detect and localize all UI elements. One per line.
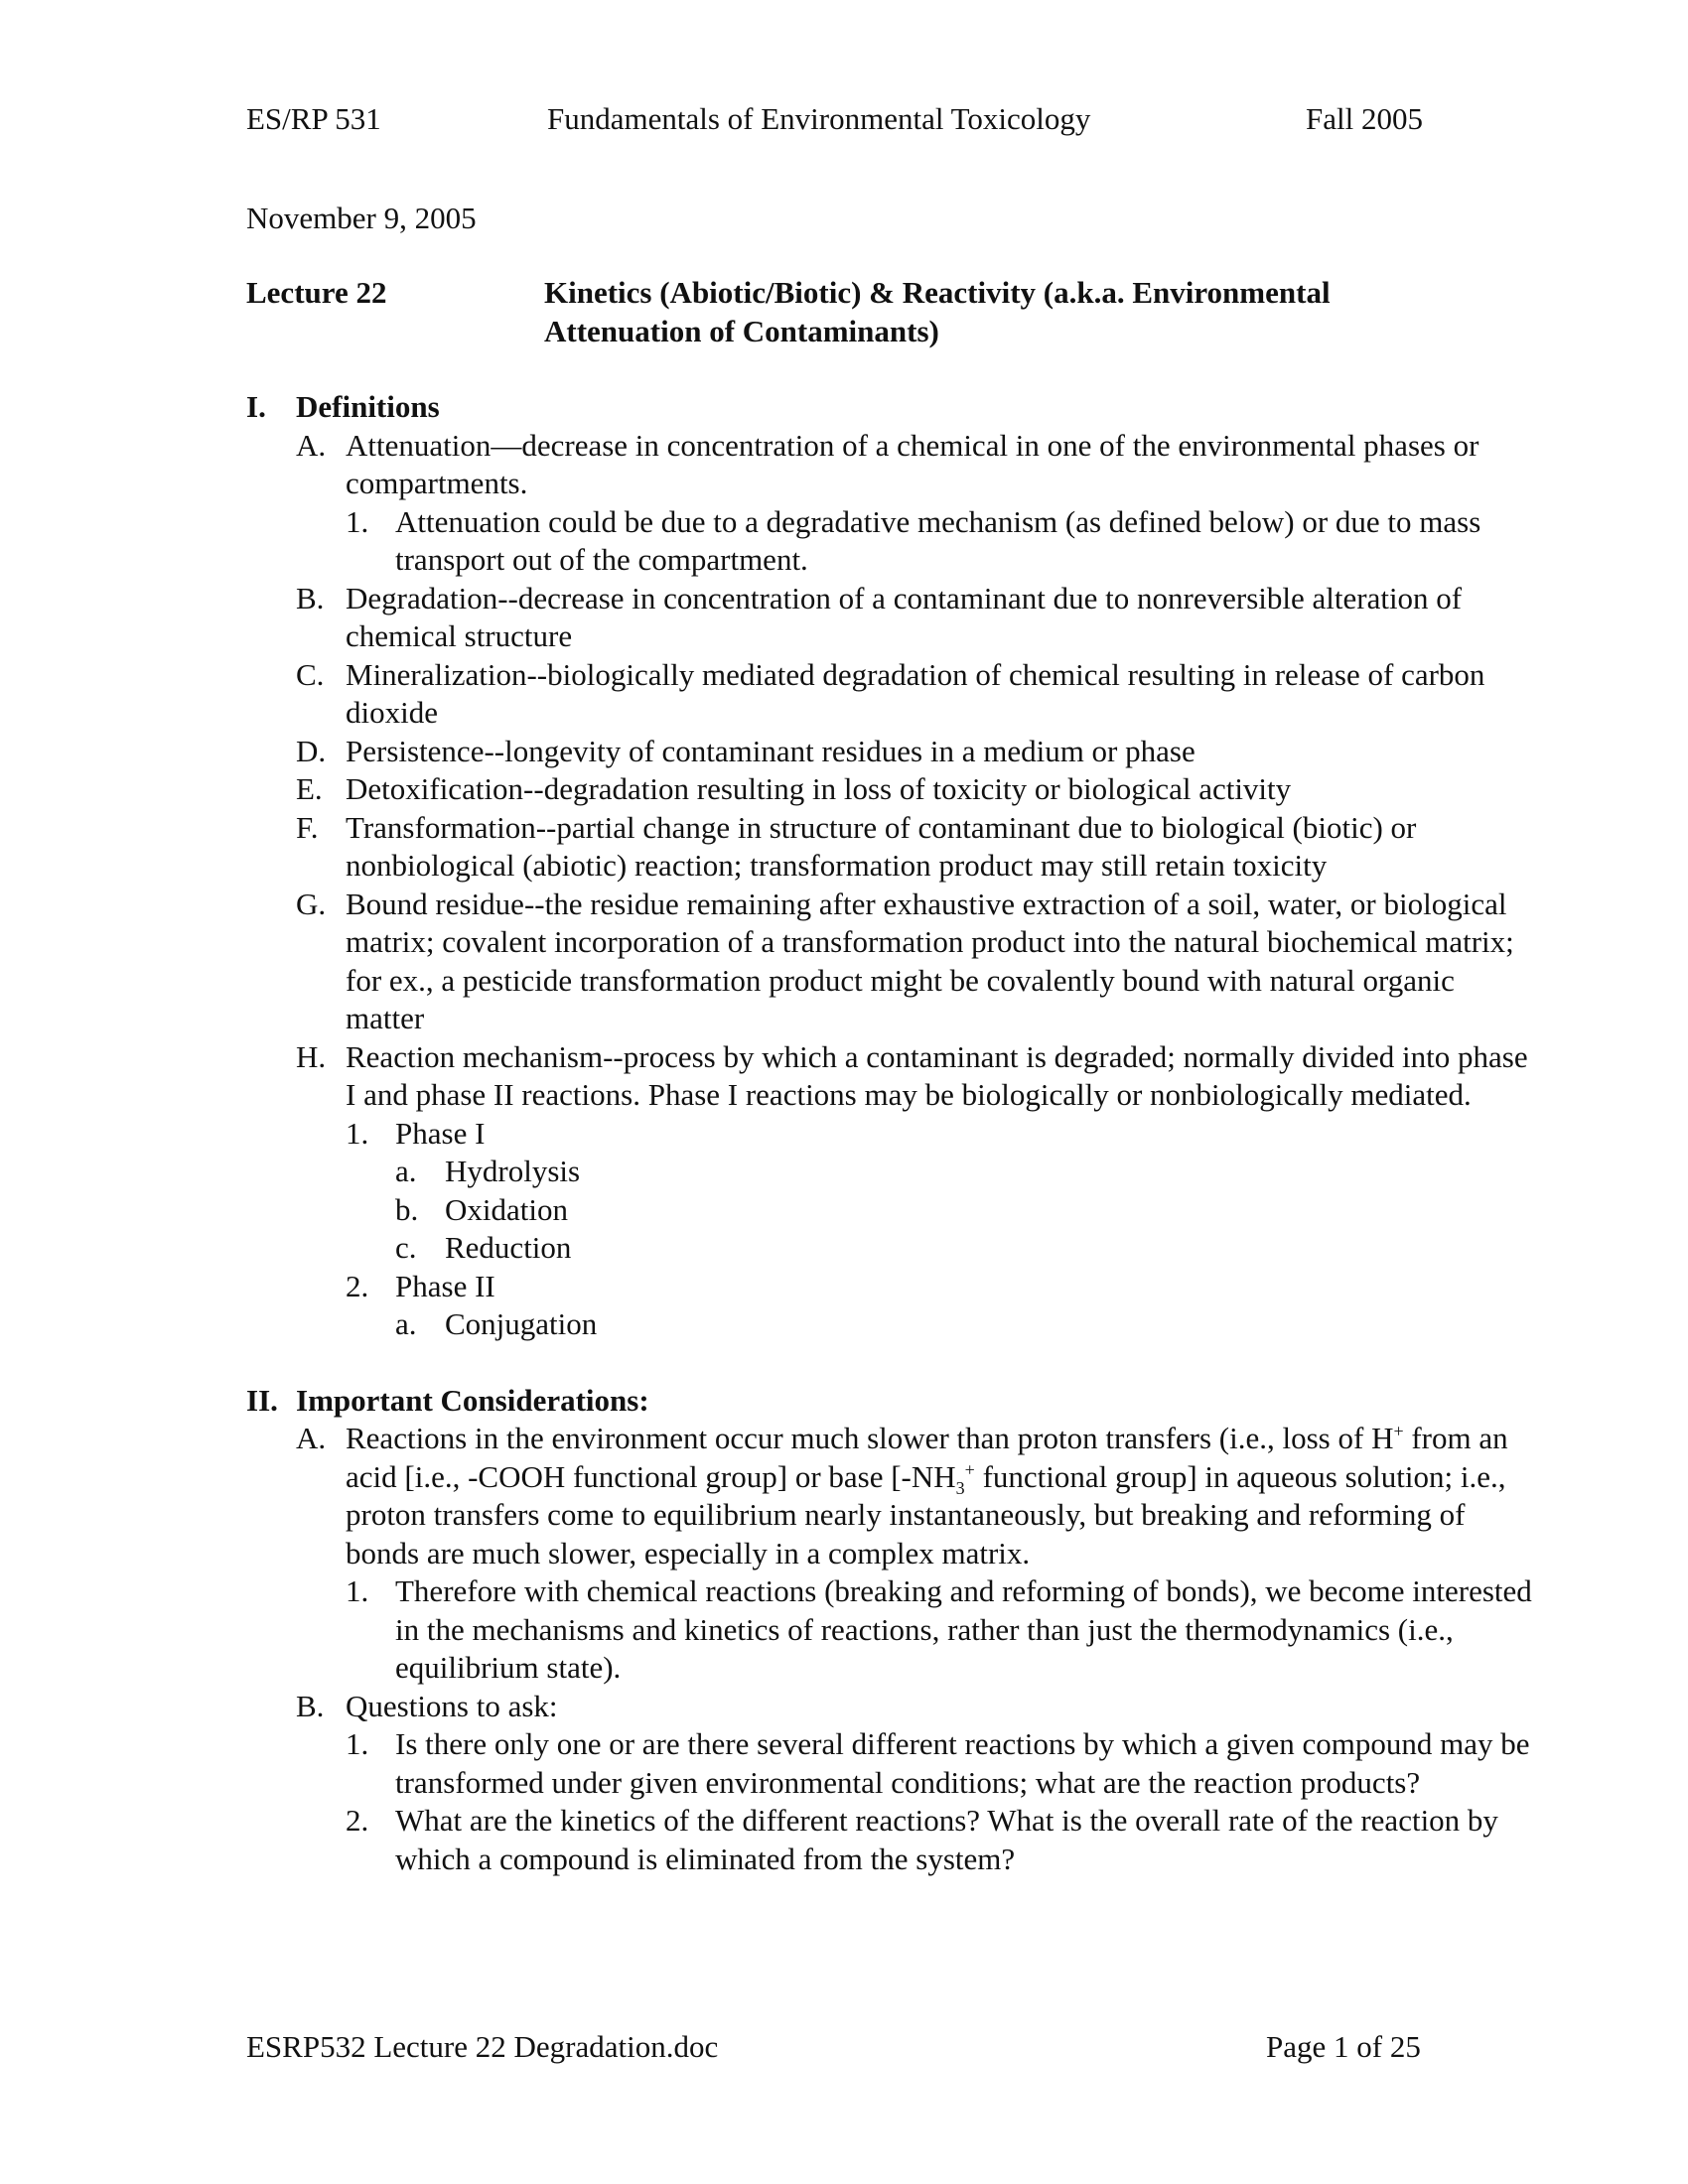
outline-item (246, 1191, 1537, 1230)
footer-page-number: Page 1 of 25 (1266, 2029, 1421, 2064)
superscript: + (1393, 1421, 1404, 1441)
outline-item-label: B. (296, 580, 325, 615)
outline-item (246, 503, 1537, 580)
section-number: II. (246, 1382, 278, 1418)
outline-item (246, 1725, 1537, 1802)
section-heading (246, 388, 1537, 427)
lecture-number: Lecture 22 (246, 275, 387, 310)
outline-item (246, 1572, 1537, 1688)
outline-item-text: Is there only one or are there several different reactions by which a given compound may be transformed under given environmental conditions; what are the reaction products? (395, 1726, 1530, 1800)
outline-item-text: Persistence--longevity of contaminant residues in a medium or phase (346, 733, 1196, 768)
outline-item (246, 1305, 1537, 1344)
outline-item-label: 1. (346, 1726, 369, 1761)
outline-item (246, 1038, 1537, 1115)
outline-item-text: Bound residue--the residue remaining after exhaustive extraction of a soil, water, or biological matrix; covalent incorporation of a transformation product into the natural biochemical matrix; for ex., a pesticide transformation product might be covalently bound with natural organic matter (346, 886, 1514, 1035)
outline-item-text: from an acid [i.e., -COOH functional group] or base [-NH (346, 1421, 1508, 1494)
header-term: Fall 2005 (1306, 101, 1423, 136)
outline-item-text: Detoxification--degradation resulting in loss of toxicity or biological activity (346, 771, 1292, 806)
outline-item-text: Phase I (395, 1115, 486, 1151)
outline-item-label: a. (395, 1154, 417, 1188)
section-title: Important Considerations: (296, 1382, 649, 1418)
outline-item-text: What are the kinetics of the different reactions? What is the overall rate of the reaction by which a compound is eliminated from the system? (395, 1803, 1498, 1876)
superscript: + (964, 1459, 975, 1480)
outline-item-text: Questions to ask: (346, 1688, 558, 1723)
outline-item-text: Phase II (395, 1268, 495, 1303)
outline-item (246, 1115, 1537, 1154)
header-title: Fundamentals of Environmental Toxicology (547, 101, 1091, 136)
outline-item-label: a. (395, 1306, 417, 1341)
section-title: Definitions (296, 389, 440, 424)
outline-item-label: 1. (346, 1573, 369, 1608)
lecture-title: Kinetics (Abiotic/Biotic) & Reactivity (a.k.a. Environmental Attenuation of Contaminants) (544, 275, 1331, 348)
outline-item (246, 1688, 1537, 1726)
section-items (246, 1420, 1537, 1878)
outline-item (246, 886, 1537, 1038)
outline-item-label: B. (296, 1688, 325, 1723)
outline-item-label: 2. (346, 1803, 369, 1838)
section-number: I. (246, 389, 266, 424)
outline-item-text: Hydrolysis (445, 1154, 581, 1188)
outline-item-label: G. (296, 886, 327, 921)
outline-item-text: functional group] in aqueous solution; i.e., proton transfers come to equilibrium nearly instantaneously, but breaking and reforming of bonds are much slower, especially in a complex matrix. (346, 1458, 1506, 1570)
outline-item-label: A. (296, 1421, 327, 1455)
outline-item (246, 1153, 1537, 1191)
outline-item-text: Oxidation (445, 1191, 568, 1227)
outline-item-label: A. (296, 427, 327, 463)
footer-filename: ESRP532 Lecture 22 Degradation.doc (246, 2029, 719, 2064)
outline-item (246, 656, 1537, 733)
subscript: 3 (955, 1477, 965, 1498)
outline-item (246, 809, 1537, 886)
outline-item-label: c. (395, 1230, 417, 1265)
outline-item-label: E. (296, 771, 323, 806)
section-heading (246, 1382, 1537, 1421)
outline-item-label: 1. (346, 1115, 369, 1151)
outline-item (246, 580, 1537, 656)
lecture-date: November 9, 2005 (246, 201, 477, 235)
outline-item-label: 2. (346, 1268, 369, 1303)
header-course: ES/RP 531 (246, 101, 381, 136)
outline-item-label: D. (296, 733, 327, 768)
outline-item-text: Reduction (445, 1230, 572, 1265)
outline-item-label: H. (296, 1038, 327, 1074)
outline-item (246, 1268, 1537, 1306)
section-spacer (246, 1344, 1537, 1382)
outline-item-text: Reactions in the environment occur much slower than proton transfers (i.e., loss of H (346, 1421, 1394, 1455)
outline-item (246, 1802, 1537, 1878)
outline-item (246, 427, 1537, 503)
outline (246, 388, 1537, 1878)
outline-item-label: F. (296, 809, 319, 845)
outline-item-text: Mineralization--biologically mediated degradation of chemical resulting in release of carbon dioxide (346, 656, 1485, 730)
outline-item (246, 1229, 1537, 1268)
outline-item-text: Therefore with chemical reactions (breaking and reforming of bonds), we become interested in the mechanisms and kinetics of reactions, rather than just the thermodynamics (i.e., equilibrium state). (395, 1573, 1532, 1685)
outline-item-text: Reaction mechanism--process by which a contaminant is degraded; normally divided into phase I and phase II reactions. Phase I reactions may be biologically or nonbiologically mediated. (346, 1038, 1528, 1112)
outline-item (246, 733, 1537, 771)
outline-item (246, 1420, 1537, 1572)
outline-item-text: Degradation--decrease in concentration of a contaminant due to nonreversible alteration of chemical structure (346, 580, 1463, 653)
outline-item-text: Conjugation (445, 1306, 598, 1341)
outline-item-text: Attenuation—decrease in concentration of a chemical in one of the environmental phases or compartments. (346, 427, 1479, 500)
outline-item-text: Attenuation could be due to a degradative mechanism (as defined below) or due to mass transport out of the compartment. (395, 503, 1481, 577)
outline-item-text: Transformation--partial change in structure of contaminant due to biological (biotic) or nonbiological (abiotic) reaction; transformation product may still retain toxicity (346, 809, 1417, 883)
outline-item-label: 1. (346, 503, 369, 539)
section-items (246, 427, 1537, 1344)
outline-item-label: b. (395, 1191, 419, 1227)
outline-item (246, 770, 1537, 809)
outline-item-label: C. (296, 656, 325, 692)
